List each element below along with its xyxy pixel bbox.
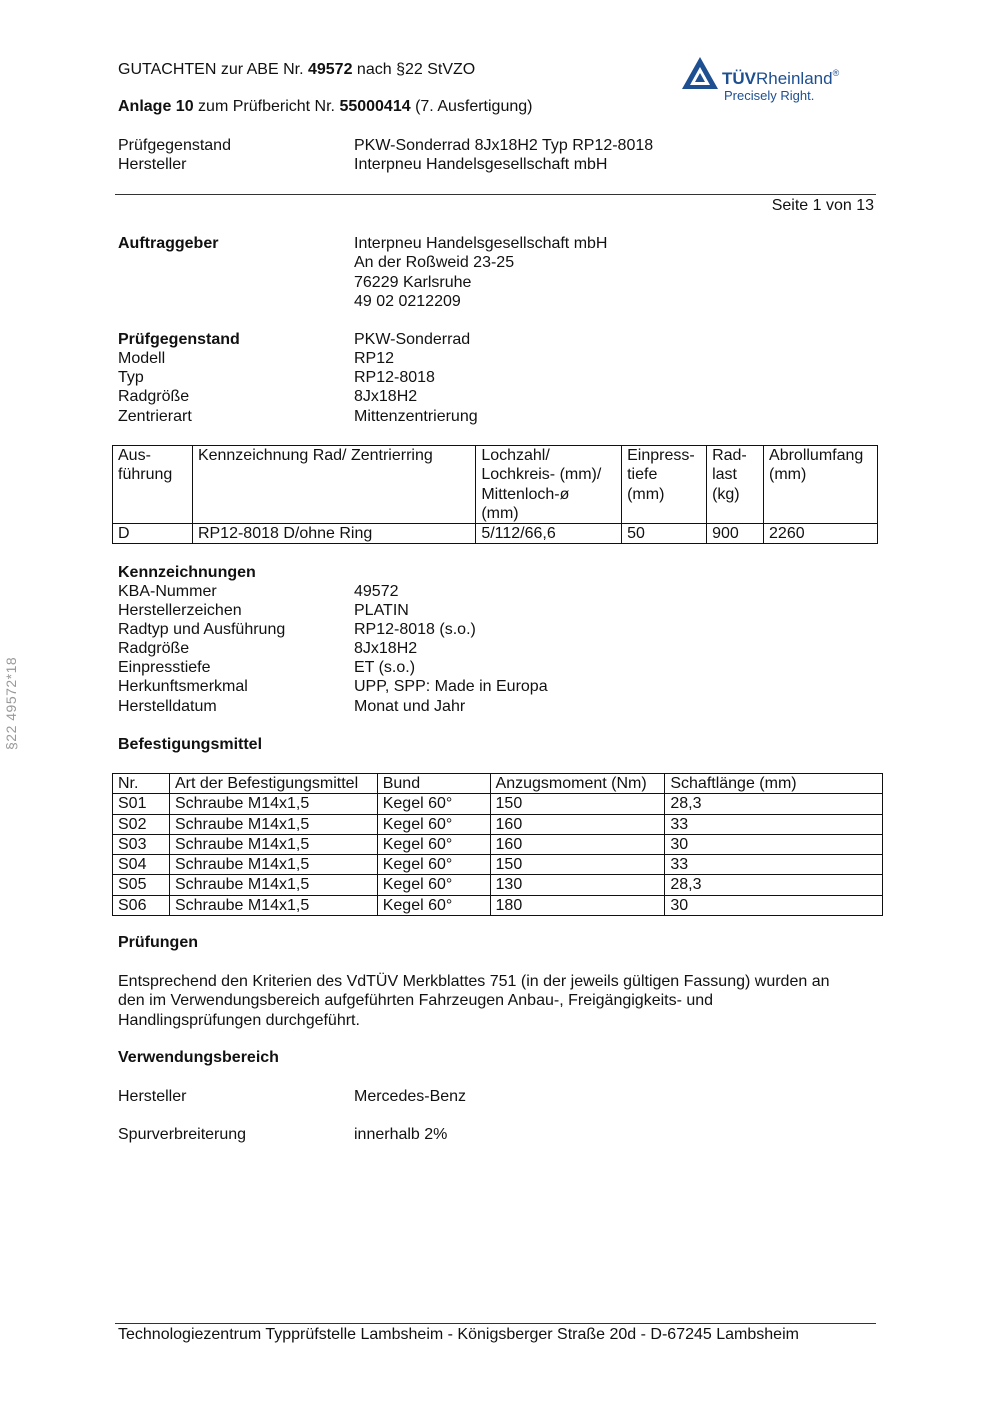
table-cell: 150: [490, 855, 665, 875]
table-cell: 50: [622, 524, 707, 544]
pruefungen-paragraph: Entsprechend den Kriterien des VdTÜV Merkblattes 751 (in der jeweils gültigen Fassung) wurden an den im Verwendungsbereich aufgeführten Fahrzeugen Anbau-, Freigängigkeits- und Handlingsprüfungen durchgeführt.: [118, 973, 830, 1029]
table-cell: Kegel 60°: [377, 875, 490, 895]
side-label: §22 49572*18: [3, 656, 19, 750]
table-cell: 160: [490, 834, 665, 854]
logo-tagline: Precisely Right.: [724, 88, 815, 103]
footer-text: Technologiezentrum Typprüfstelle Lambsheim - Königsberger Straße 20d - D-67245 Lambsheim: [118, 1326, 799, 1343]
table-row: [113, 794, 883, 814]
table-cell: Schraube M14x1,5: [169, 834, 377, 854]
document-title-line: GUTACHTEN zur ABE Nr. 49572 nach §22 StVZO: [118, 61, 476, 78]
table-cell: Schraube M14x1,5: [169, 895, 377, 915]
table-cell: 28,3: [665, 794, 883, 814]
table-cell: 180: [490, 895, 665, 915]
table-cell: 28,3: [665, 875, 883, 895]
auftraggeber-line: Interpneu Handelsgesellschaft mbH: [354, 235, 608, 252]
befestigung-heading: Befestigungsmittel: [118, 736, 263, 753]
table-cell: 130: [490, 875, 665, 895]
auftraggeber-line: 49 02 0212209: [354, 292, 461, 310]
table-header-row: [113, 774, 883, 794]
auftraggeber-line: 76229 Karlsruhe: [354, 273, 472, 291]
table-cell: 33: [665, 855, 883, 875]
table-cell: S03: [113, 834, 170, 854]
befestigung-table: [112, 773, 883, 916]
table-header-cell: Bund: [377, 774, 490, 794]
table-row: [113, 895, 883, 915]
header-divider: [115, 194, 876, 195]
logo-brand: TÜVRheinland®: [722, 68, 840, 88]
table-cell: 150: [490, 794, 665, 814]
table-cell: 160: [490, 814, 665, 834]
table-row: [113, 814, 883, 834]
table-header-cell: Einpress- tiefe (mm): [622, 446, 707, 524]
footer-divider: [115, 1323, 876, 1324]
auftraggeber-line: An der Roßweid 23-25: [354, 254, 515, 272]
table-row: [113, 524, 878, 544]
page-number: Seite 1 von 13: [771, 197, 874, 214]
table-cell: Kegel 60°: [377, 855, 490, 875]
table-header-row: [113, 446, 878, 524]
table-cell: Schraube M14x1,5: [169, 875, 377, 895]
table-cell: 30: [665, 834, 883, 854]
verwendung-heading: Verwendungsbereich: [118, 1049, 279, 1066]
table-cell: S01: [113, 794, 170, 814]
table-cell: Kegel 60°: [377, 794, 490, 814]
table-row: [113, 875, 883, 895]
table-header-cell: Schaftlänge (mm): [665, 774, 883, 794]
table-cell: S02: [113, 814, 170, 834]
table-row: [113, 834, 883, 854]
anlage-line: Anlage 10 zum Prüfbericht Nr. 55000414 (7. Ausfertigung): [118, 98, 533, 115]
table-cell: Schraube M14x1,5: [169, 855, 377, 875]
table-header-cell: Lochzahl/ Lochkreis- (mm)/ Mittenloch-ø (mm): [476, 446, 622, 524]
tuv-triangle-icon: [680, 55, 720, 95]
table-cell: 30: [665, 895, 883, 915]
table-row: [113, 855, 883, 875]
table-cell: 5/112/66,6: [476, 524, 622, 544]
table-cell: 33: [665, 814, 883, 834]
wheel-table: [112, 445, 878, 544]
table-header-cell: Nr.: [113, 774, 170, 794]
table-cell: Kegel 60°: [377, 814, 490, 834]
table-cell: 2260: [764, 524, 878, 544]
table-cell: Kegel 60°: [377, 895, 490, 915]
pruefungen-heading: Prüfungen: [118, 934, 198, 951]
table-header-cell: Anzugsmoment (Nm): [490, 774, 665, 794]
table-cell: Kegel 60°: [377, 834, 490, 854]
table-cell: S04: [113, 855, 170, 875]
table-header-cell: Rad- last (kg): [707, 446, 764, 524]
table-header-cell: Art der Befestigungsmittel: [169, 774, 377, 794]
table-cell: S06: [113, 895, 170, 915]
table-cell: RP12-8018 D/ohne Ring: [192, 524, 475, 544]
table-cell: Schraube M14x1,5: [169, 814, 377, 834]
table-cell: Schraube M14x1,5: [169, 794, 377, 814]
table-header-cell: Abrollumfang (mm): [764, 446, 878, 524]
table-cell: 900: [707, 524, 764, 544]
table-header-cell: Aus- führung: [113, 446, 193, 524]
table-header-cell: Kennzeichnung Rad/ Zentrierring: [192, 446, 475, 524]
kennzeichnungen-heading: Kennzeichnungen: [118, 564, 256, 581]
table-cell: D: [113, 524, 193, 544]
table-cell: S05: [113, 875, 170, 895]
tuv-logo: [680, 55, 870, 105]
